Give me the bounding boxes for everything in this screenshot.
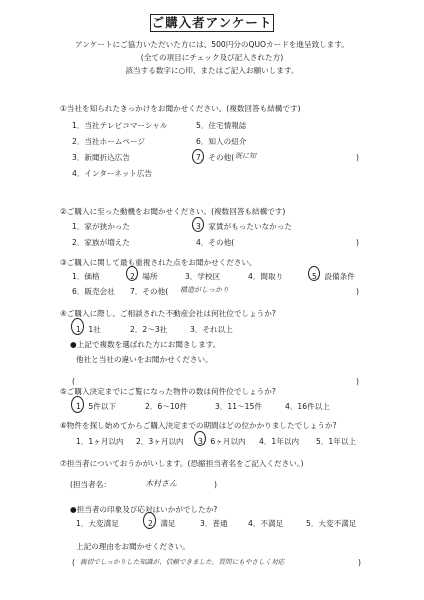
q7-reason-label: 上記の理由をお聞かせください。 <box>76 542 190 551</box>
q1-close-paren: ) <box>356 153 359 162</box>
q7-option-3[interactable]: 3．普通 <box>200 519 228 528</box>
q1-option-6[interactable]: 6．知人の紹介 <box>196 137 247 146</box>
q1-option-5[interactable]: 5．住宅情報誌 <box>196 121 247 130</box>
q2-option-1[interactable]: 1．家が狭かった <box>72 222 130 231</box>
q7-option-2[interactable]: 2．満足 <box>148 519 176 528</box>
q4-answer-close: ) <box>356 377 359 386</box>
q1-option-1[interactable]: 1．当社テレビコマーシャル <box>72 121 168 130</box>
intro-line-1: アンケートにご協力いただいた方には、500円分のQUOカードを進呈致します。 <box>75 40 349 49</box>
q3-question: ③ご購入に関して最も重視された点をお聞かせください。 <box>60 258 257 267</box>
q5-option-4[interactable]: 4．16件以上 <box>285 402 330 411</box>
q4-sub-question: 他社と当社の違いをお聞かせください。 <box>76 355 213 364</box>
q1-selected-circle <box>192 149 204 164</box>
q4-answer-open: ( <box>72 377 75 386</box>
q1-question: ①当社を知られたきっかけをお聞かせください。(複数回答も結構です) <box>60 104 301 113</box>
q2-option-2[interactable]: 2．家族が増えた <box>72 238 130 247</box>
q6-option-5[interactable]: 5．1年以上 <box>316 437 357 446</box>
q3-option-7[interactable]: 7．その他( <box>130 287 169 296</box>
q4-option-3[interactable]: 3．それ以上 <box>190 325 233 334</box>
q1-option-7[interactable]: 7．その他( <box>196 153 235 162</box>
q7-option-1[interactable]: 1．大変満足 <box>76 519 119 528</box>
q6-question: ⑥物件を探し始めてからご購入決定までの期間はどの位かかりましたでしょうか? <box>60 421 337 430</box>
q6-option-3[interactable]: 3．6ヶ月以内 <box>198 437 246 446</box>
q3-option-1[interactable]: 1．価格 <box>72 272 100 281</box>
q5-option-1[interactable]: 1．5件以下 <box>76 402 117 411</box>
q7-option-4[interactable]: 4．不満足 <box>248 519 284 528</box>
q5-selected-circle <box>71 396 84 413</box>
page-title: ご購入者アンケート <box>151 15 273 30</box>
q3-selected-circle-5 <box>308 266 320 281</box>
q1-option-3[interactable]: 3．新聞折込広告 <box>72 153 130 162</box>
q5-option-2[interactable]: 2．6～10件 <box>145 402 188 411</box>
q3-selected-circle-2 <box>126 266 138 281</box>
q4-question: ④ご購入に際し、ご相談された不動産会社は何社位でしょうか? <box>60 309 276 318</box>
q6-option-2[interactable]: 2．3ヶ月以内 <box>136 437 184 446</box>
q4-sub-note: ●上記で複数を選ばれた方にお聞きします。 <box>70 340 221 349</box>
q4-option-2[interactable]: 2．2～3社 <box>130 325 168 334</box>
q3-option-4[interactable]: 4．間取り <box>248 272 284 281</box>
q2-selected-circle <box>192 217 204 232</box>
q1-other-answer[interactable]: 既に知 <box>235 152 256 160</box>
q7-option-5[interactable]: 5．大変不満足 <box>306 519 357 528</box>
q7-reason-answer[interactable]: 親切でしっかりした知識が、信頼できました。質問にもやさしく対応 <box>80 558 285 566</box>
q3-option-6[interactable]: 6．販売会社 <box>72 287 115 296</box>
q7-reason-close: ) <box>358 558 361 567</box>
q4-selected-circle <box>71 318 84 335</box>
q1-option-2[interactable]: 2．当社ホームページ <box>72 137 146 146</box>
q3-option-5[interactable]: 5．設備条件 <box>312 272 355 281</box>
q5-question: ⑤ご購入決定までにご覧になった物件の数は何件位でしょうか? <box>60 387 276 396</box>
intro-line-2: (全ての項目にチェック及び記入された方) <box>140 53 284 62</box>
q3-option-2[interactable]: 2．場所 <box>130 272 158 281</box>
q6-option-4[interactable]: 4．1年以内 <box>259 437 300 446</box>
q4-option-1[interactable]: 1．1社 <box>76 325 101 334</box>
q7-sub-question: ●担当者の印象及び応対はいかがでしたか? <box>70 505 218 514</box>
q5-option-3[interactable]: 3．11～15件 <box>215 402 262 411</box>
q7-name-close: ) <box>214 480 217 489</box>
q7-staff-name[interactable]: 木村さん <box>145 479 177 488</box>
q2-option-4[interactable]: 4．その他( <box>196 238 235 247</box>
q2-question: ②ご購入に至った動機をお聞かせください。(複数回答も結構です) <box>60 207 286 216</box>
q7-name-label: (担当者名： <box>70 480 111 489</box>
q7-selected-circle <box>143 512 156 529</box>
q7-question: ⑦担当者についておうかがいします。(恐縮担当者名をご記入ください。) <box>60 459 304 468</box>
q3-close-paren: ) <box>356 287 359 296</box>
q7-reason-open: ( <box>72 558 75 567</box>
intro-line-3: 該当する数字に○印、またはご記入お願いします。 <box>125 66 299 75</box>
q2-option-3[interactable]: 3．家賃がもったいなかった <box>196 222 292 231</box>
q2-close-paren: ) <box>356 238 359 247</box>
q3-other-answer[interactable]: 構造がしっかり <box>180 286 229 294</box>
q1-option-4[interactable]: 4．インターネット広告 <box>72 169 153 178</box>
q6-selected-circle <box>194 431 206 446</box>
q6-option-1[interactable]: 1．1ヶ月以内 <box>76 437 124 446</box>
q3-option-3[interactable]: 3．学校区 <box>185 272 221 281</box>
